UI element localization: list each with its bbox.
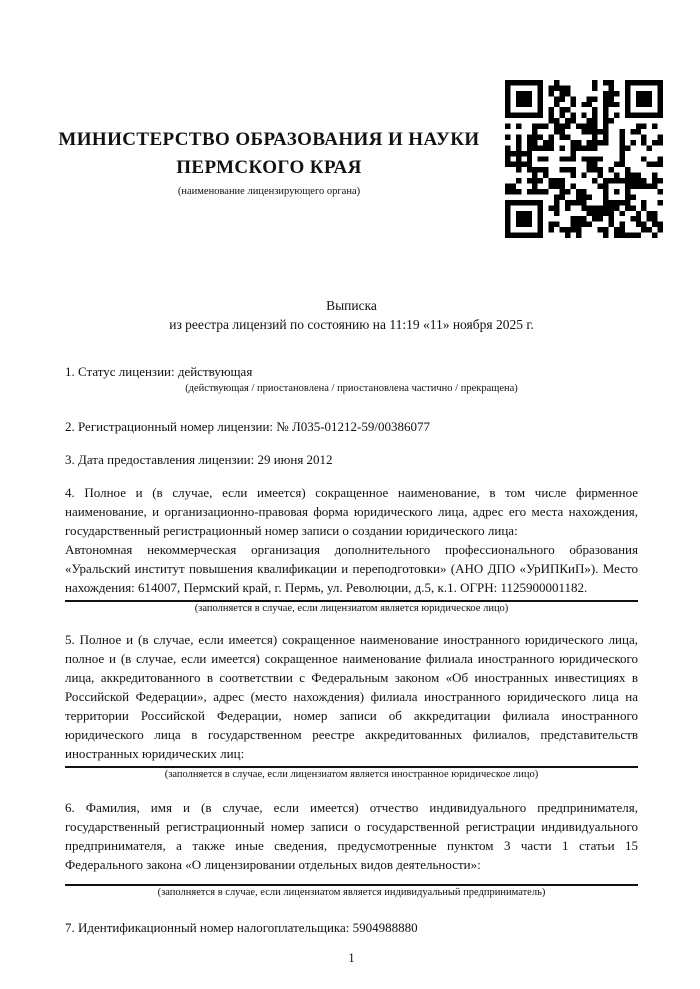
legal-entity-question: 4. Полное и (в случае, если имеется) сокращенное наименование, в том числе фирменное наименование, и организационно-правовая форма юридического лица, адрес его места нахождения, государственный регистрационный номер записи о создании юридического лица:: [65, 485, 638, 538]
document-body: [0, 296, 700, 966]
entrepreneur-question: 6. Фамилия, имя и (в случае, если имеется) отчество индивидуального предпринимателя, государственный регистрационный номер записи о государственной регистрации индивидуального предпринимателя, а также иные сведения, предусмотренные пунктом 3 части 1 статьи 15 Федерального закона «О лицензировании отдельных видов деятельности»:: [65, 800, 638, 872]
licensing-authority-block: [38, 126, 500, 199]
document-title-line1: Выписка: [326, 298, 377, 313]
license-grant-date-line: 3. Дата предоставления лицензии: 29 июня 2012: [65, 452, 333, 467]
document-title-line2: из реестра лицензий по состоянию на 11:19 «11» ноября 2025 г.: [169, 317, 534, 332]
document-header: [0, 0, 700, 250]
document-title: [65, 296, 638, 334]
entrepreneur-caption: (заполняется в случае, если лицензиатом является индивидуальный предприниматель): [157, 887, 546, 898]
foreign-entity-caption: (заполняется в случае, если лицензиатом является иностранное юридическое лицо): [164, 769, 539, 780]
legal-entity-answer: Автономная некоммерческая организация дополнительного профессионального образования «Уральский институт повышения квалификации и переподготовки» (АНО ДПО «УрИПКиП»). Место нахождения: 614007, Пермский край, г. Пермь, ул. Революции, д.5, к.1. ОГРН: 1125900001182.: [65, 542, 638, 595]
ministry-name-line2: ПЕРМСКОГО КРАЯ: [176, 157, 362, 178]
registration-number-line: 2. Регистрационный номер лицензии: № Л035-01212-59/00386077: [65, 419, 431, 434]
ministry-caption: (наименование лицензирующего органа): [177, 186, 361, 197]
qr-code-icon: [505, 80, 663, 238]
legal-entity-caption: (заполняется в случае, если лицензиатом является юридическое лицо): [194, 603, 509, 614]
taxpayer-id-line: 7. Идентификационный номер налогоплательщика: 5904988880: [65, 920, 418, 935]
license-status-caption: (действующая / приостановлена / приостановлена частично / прекращена): [185, 383, 518, 394]
foreign-entity-question: 5. Полное и (в случае, если имеется) сокращенное наименование иностранного юридического лица, полное и (в случае, если имеется) сокращенное наименование филиала иностранного юридического лица, аккредитованного в соответствии с Федеральным законом «Об иностранных инвестициях в Российской Федерации», адрес (место нахождения) филиала иностранного юридического лица на территории Российской Федерации, номер записи об аккредитации филиала иностранного юридического лица в государственном реестре аккредитованных филиалов, представительств иностранных юридических лиц:: [65, 632, 638, 761]
ministry-name-line1: МИНИСТЕРСТВО ОБРАЗОВАНИЯ И НАУКИ: [58, 129, 480, 150]
license-status-line: 1. Статус лицензии: действующая: [65, 364, 253, 379]
page-number: 1: [348, 951, 355, 965]
ministry-name: [38, 126, 500, 182]
